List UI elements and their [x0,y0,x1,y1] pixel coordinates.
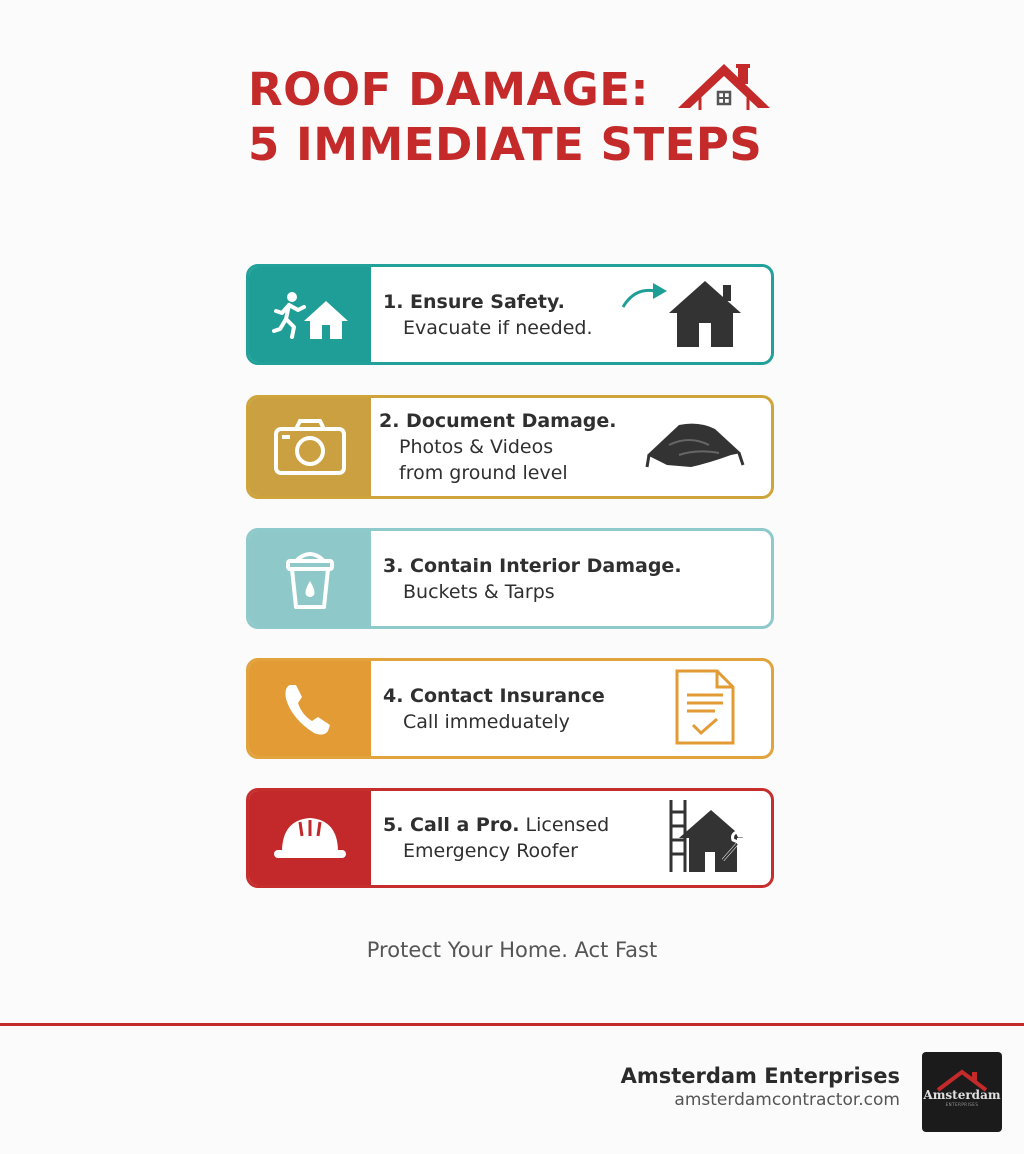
step-subtitle: Evacuate if needed. [403,316,593,339]
step-icon-panel [249,531,371,626]
step-title: 1. Ensure Safety. [383,290,565,313]
logo-text: Amsterdam [923,1088,1001,1102]
step-icon-panel [249,661,371,756]
hard-hat-icon [270,806,350,870]
roofer-house-icon [665,798,749,874]
step-card-safety [246,264,774,365]
step-card-document [246,395,774,499]
footer-divider [0,1023,1024,1026]
step-text [383,791,653,885]
step-icon-panel [249,791,371,885]
step-icon-panel [249,398,371,496]
step-title: 2. Document Damage. [379,410,617,432]
page-title [248,62,808,172]
camera-icon [270,415,350,479]
step-title-rest: Licensed [519,814,610,836]
phone-icon [270,677,350,741]
evacuate-icon [270,283,350,347]
step-illustration [673,667,737,751]
logo-subtext: ENTERPRISES [945,1102,979,1107]
step-subtitle: Buckets & Tarps [403,580,555,603]
step-card-contain [246,528,774,629]
roof-house-icon [676,62,772,112]
step-card-insurance [246,658,774,759]
company-url[interactable]: amsterdamcontractor.com [674,1090,900,1110]
step-subtitle-2: from ground level [399,462,568,484]
step-text [383,267,653,362]
step-text [379,398,649,496]
step-title: 3. Contain Interior Damage. [383,554,682,577]
step-subtitle: Call immeduately [403,710,570,733]
step-illustration [665,798,749,878]
step-title-bold: 5. Call a Pro. [383,814,520,836]
claim-document-icon [673,667,737,747]
step-card-pro [246,788,774,888]
step-illustration [619,277,749,353]
step-title: 4. Contact Insurance [383,684,605,707]
tagline: Protect Your Home. Act Fast [366,938,658,962]
damaged-roof-icon [639,415,749,475]
step-illustration [639,415,749,479]
step-title [383,812,653,838]
step-subtitle: Emergency Roofer [403,840,578,862]
company-logo [922,1052,1002,1132]
step-text [383,531,743,626]
bucket-icon [270,543,350,615]
step-text [383,661,653,756]
title-line-1: ROOF DAMAGE: [248,63,650,116]
step-subtitle: Photos & Videos [399,436,554,458]
step-icon-panel [249,267,371,362]
arrow-to-house-icon [619,277,749,349]
title-line-2: 5 IMMEDIATE STEPS [248,118,763,171]
company-name: Amsterdam Enterprises [620,1064,900,1088]
